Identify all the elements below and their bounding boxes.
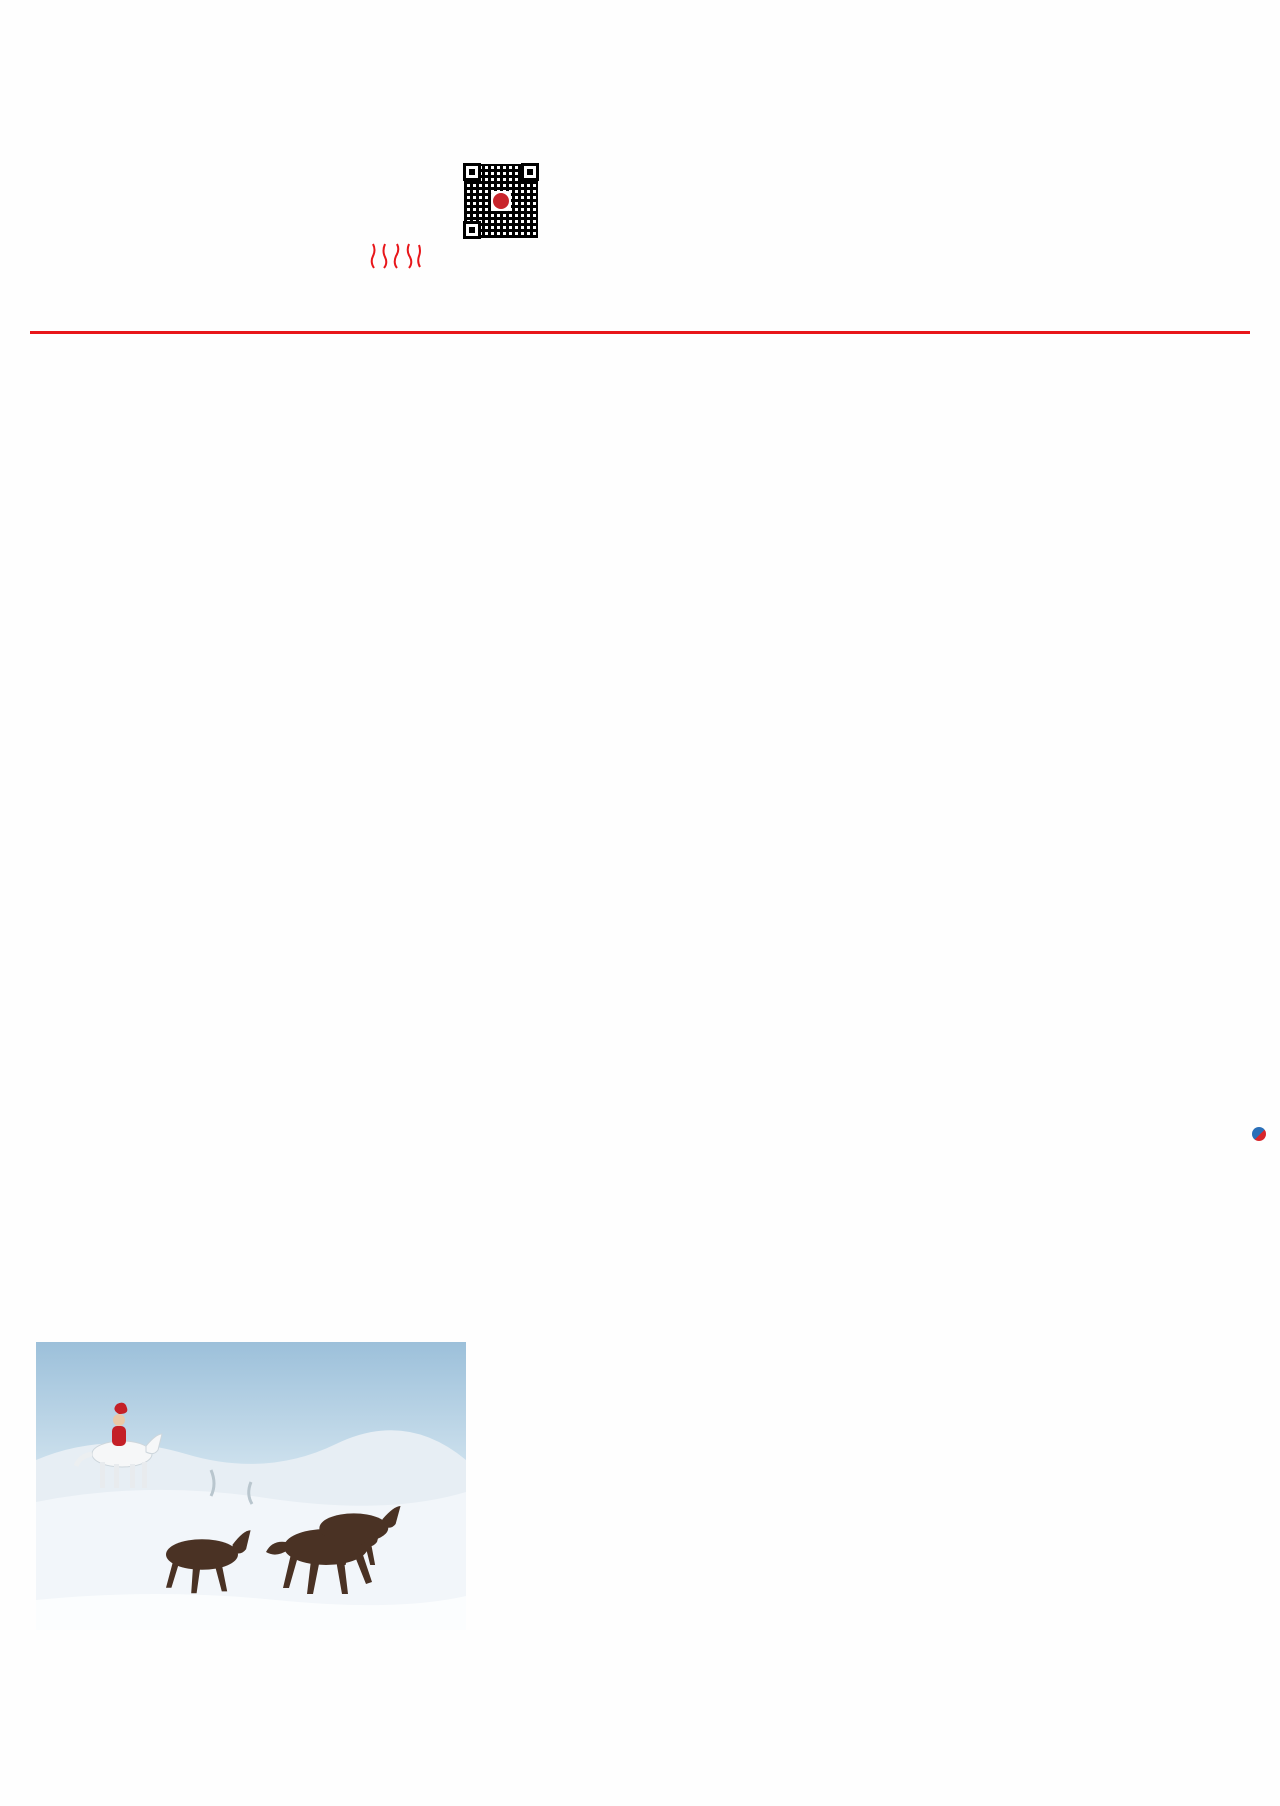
article-top-story <box>568 22 1270 214</box>
decision-column-2 <box>238 364 422 884</box>
right-rail <box>845 352 1271 1143</box>
pomegranate-logo-icon <box>491 191 511 211</box>
top-story-column-1 <box>568 36 792 214</box>
decision-column-3 <box>440 364 624 884</box>
red-divider <box>30 331 1250 334</box>
decision-column-4 <box>642 364 826 884</box>
decision-column-1 <box>36 364 220 884</box>
article-announcement <box>845 365 1271 883</box>
article-archaeology <box>845 899 1271 1143</box>
feature-column-3 <box>440 1642 624 1802</box>
archaeology-column-2 <box>1066 899 1271 1125</box>
announcement-column-2 <box>1066 365 1271 883</box>
qr-code <box>464 164 538 238</box>
article-editorial <box>36 1002 828 1334</box>
mongolian-script-icon <box>367 242 425 274</box>
qr-finder-icon <box>463 163 481 181</box>
top-story-column-2 <box>807 36 1031 214</box>
feature-right-column-1 <box>848 1370 1052 1802</box>
qr-finder-icon <box>521 163 539 181</box>
masthead-minority-scripts <box>95 242 425 274</box>
announcement-column-1 <box>845 365 1050 883</box>
editorial-column-3 <box>440 1014 624 1252</box>
feature-column-1 <box>36 1642 220 1802</box>
qr-finder-icon <box>463 221 481 239</box>
feature-column-4 <box>642 1642 826 1802</box>
editorial-column-1 <box>36 1014 220 1252</box>
article-decision <box>36 352 828 884</box>
editorial-column-2 <box>238 1014 422 1252</box>
editorial-column-4 <box>642 1002 826 1332</box>
horses-snow-photo <box>36 1342 466 1630</box>
shiliu-cloud-icon <box>1252 1127 1266 1141</box>
article-feature <box>36 1342 1272 1804</box>
feature-photo <box>36 1342 466 1630</box>
top-story-column-3 <box>1046 36 1270 214</box>
feature-right-column-2 <box>1068 1370 1272 1802</box>
archaeology-column-1 <box>845 899 1050 1125</box>
more-coverage-note <box>845 1127 1271 1143</box>
feature-column-2 <box>238 1642 422 1802</box>
